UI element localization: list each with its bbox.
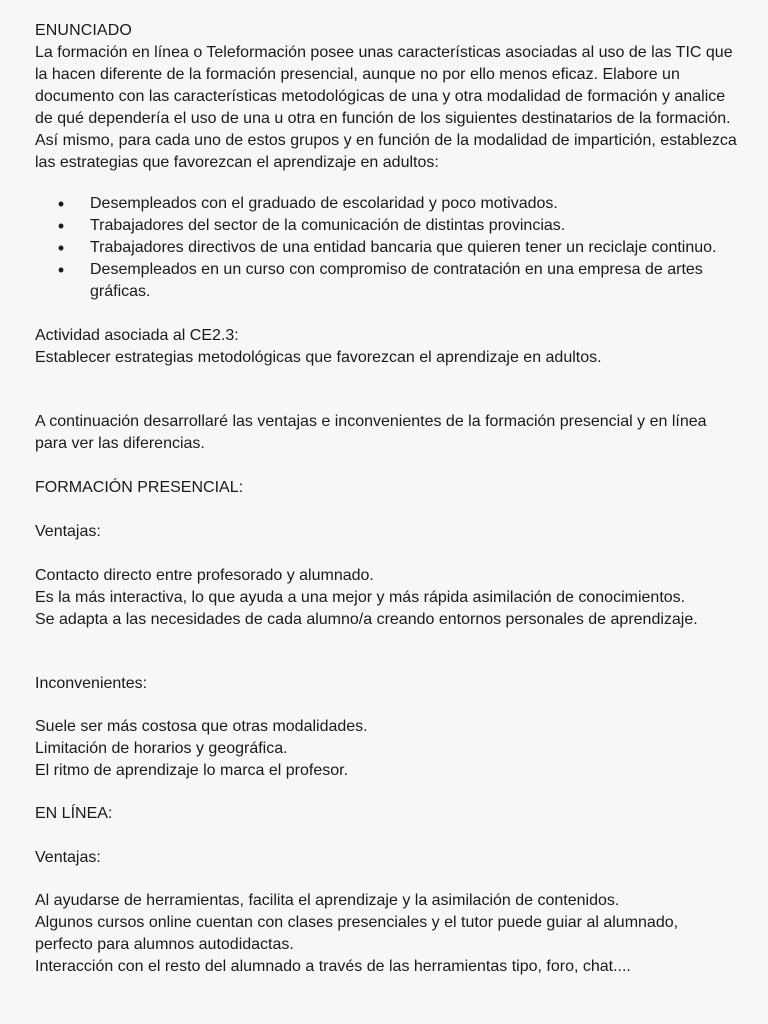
activity-body: Establecer estrategias metodológicas que favorezcan el aprendizaje en adultos. bbox=[35, 349, 602, 366]
presencial-advantages bbox=[35, 565, 740, 631]
advantage-item: Algunos cursos online cuentan con clases presenciales y el tutor puede guiar al alumnado, perfecto para alumnos autodidactas. bbox=[35, 914, 679, 953]
list-item bbox=[35, 193, 725, 215]
activity-section bbox=[35, 325, 740, 369]
online-advantages bbox=[35, 890, 740, 978]
presencial-heading: FORMACIÓN PRESENCIAL: bbox=[35, 479, 244, 496]
intro-paragraph: A continuación desarrollaré las ventajas e inconvenientes de la formación presencial y en línea para ver las diferencias. bbox=[35, 413, 707, 452]
presencial-disadvantages bbox=[35, 716, 740, 782]
statement-section bbox=[35, 20, 740, 174]
recipients-list bbox=[35, 193, 725, 303]
advantage-item: Es la más interactiva, lo que ayuda a una mejor y más rápida asimilación de conocimientos. bbox=[35, 589, 686, 606]
bullet-icon: • bbox=[57, 238, 65, 258]
list-item bbox=[35, 259, 725, 303]
list-item bbox=[35, 215, 725, 237]
list-item-text: Trabajadores del sector de la comunicación de distintas provincias. bbox=[90, 217, 566, 234]
list-item bbox=[35, 237, 725, 259]
advantage-item: Al ayudarse de herramientas, facilita el aprendizaje y la asimilación de contenidos. bbox=[35, 892, 620, 909]
activity-title: Actividad asociada al CE2.3: bbox=[35, 327, 239, 344]
online-advantages-label: Ventajas: bbox=[35, 849, 101, 866]
advantage-item: Se adapta a las necesidades de cada alumno/a creando entornos personales de aprendizaje. bbox=[35, 611, 698, 628]
list-item-text: Trabajadores directivos de una entidad bancaria que quieren tener un reciclaje continuo. bbox=[90, 239, 717, 256]
bullet-icon: • bbox=[57, 260, 65, 280]
list-item-text: Desempleados en un curso con compromiso de contratación en una empresa de artes gráficas. bbox=[90, 261, 703, 300]
statement-title: ENUNCIADO bbox=[35, 22, 132, 39]
presencial-disadvantages-label: Inconvenientes: bbox=[35, 675, 148, 692]
disadvantage-item: Limitación de horarios y geográfica. bbox=[35, 740, 288, 757]
disadvantage-item: El ritmo de aprendizaje lo marca el profesor. bbox=[35, 762, 349, 779]
list-item-text: Desempleados con el graduado de escolaridad y poco motivados. bbox=[90, 195, 558, 212]
advantage-item: Interacción con el resto del alumnado a través de las herramientas tipo, foro, chat.... bbox=[35, 958, 631, 975]
bullet-icon: • bbox=[57, 216, 65, 236]
bullet-icon: • bbox=[57, 194, 65, 214]
presencial-advantages-label: Ventajas: bbox=[35, 523, 101, 540]
statement-body: La formación en línea o Teleformación posee unas características asociadas al uso de las TIC que la hacen diferente de la formación presencial, aunque no por ello menos eficaz. Elabore un documento con las características metodológicas de una y otra modalidad de formación y analice de qué dependería el uso de una u otra en función de los siguientes destinatarios de la formación. Así mismo, para cada uno de estos grupos y en función de la modalidad de impartición, establezca las estrategias que favorezcan el aprendizaje en adultos: bbox=[35, 44, 737, 171]
online-heading: EN LÍNEA: bbox=[35, 805, 113, 822]
advantage-item: Contacto directo entre profesorado y alumnado. bbox=[35, 567, 374, 584]
disadvantage-item: Suele ser más costosa que otras modalidades. bbox=[35, 718, 368, 735]
